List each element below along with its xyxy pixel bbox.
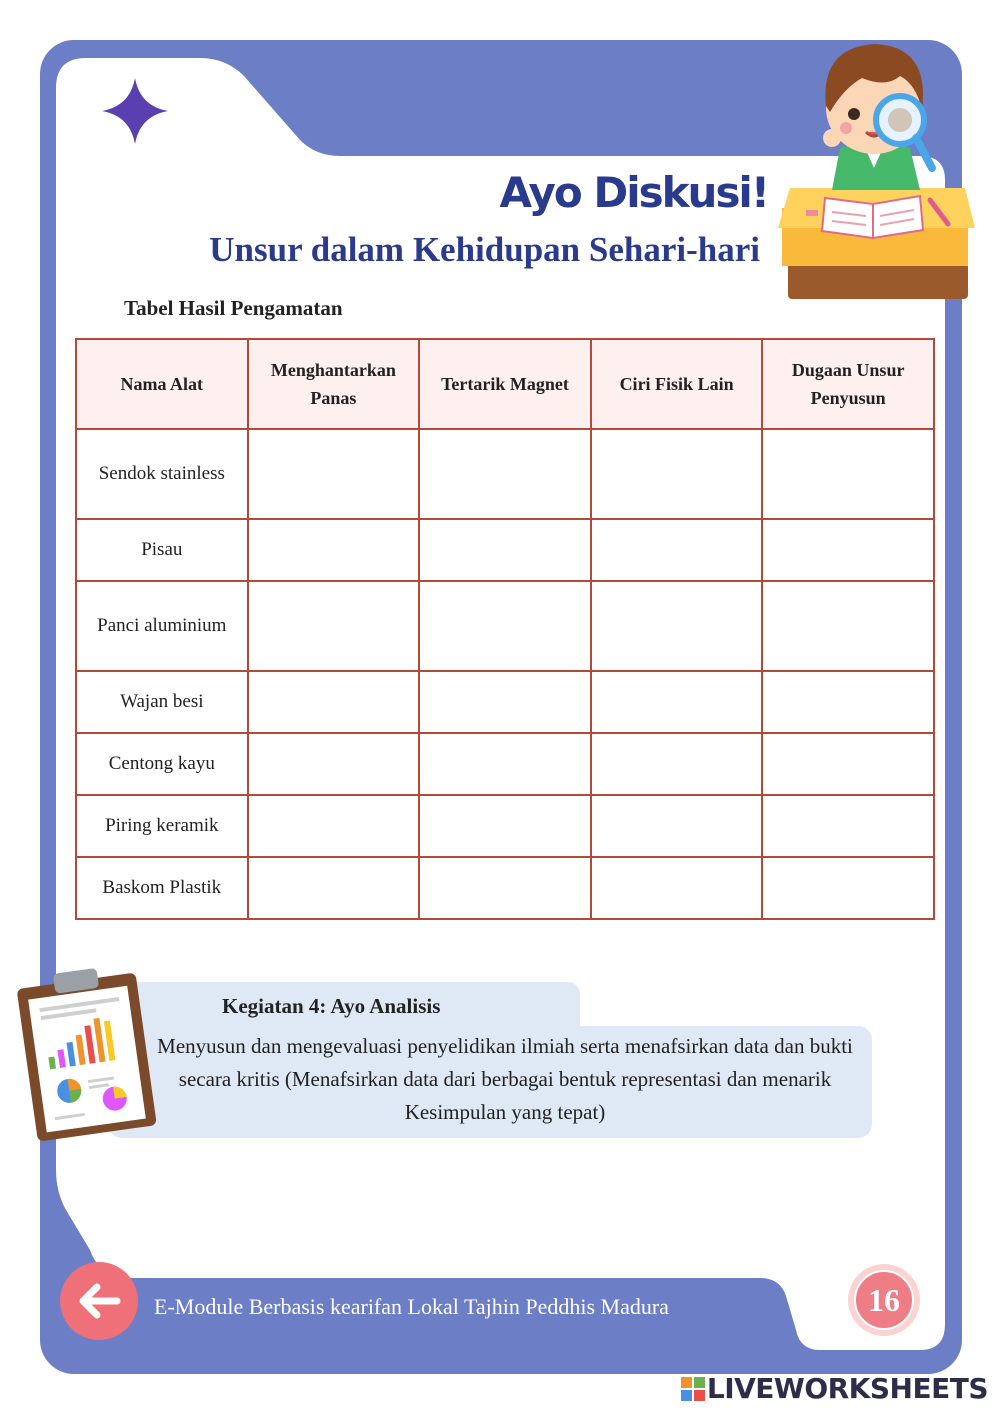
answer-cell[interactable] [762,581,934,671]
tool-name-cell: Sendok stainless [76,429,248,519]
module-title: E-Module Berbasis kearifan Lokal Tajhin Peddhis Madura [154,1294,669,1319]
answer-cell[interactable] [419,795,591,857]
liveworksheets-text: LIVEWORKSHEETS [706,1372,988,1405]
table-row [76,671,934,733]
answer-cell[interactable] [248,671,420,733]
answer-cell[interactable] [591,429,763,519]
tool-name-cell: Centong kayu [76,733,248,795]
answer-cell[interactable] [248,581,420,671]
answer-cell[interactable] [419,581,591,671]
answer-cell[interactable] [591,857,763,919]
answer-cell[interactable] [419,671,591,733]
column-header: Tertarik Magnet [419,339,591,429]
clipboard-chart-icon [12,962,162,1142]
tool-name-cell: Piring keramik [76,795,248,857]
answer-cell[interactable] [762,429,934,519]
answer-cell[interactable] [248,733,420,795]
tool-name-cell: Baskom Plastik [76,857,248,919]
answer-cell[interactable] [248,795,420,857]
arrow-left-icon [77,1283,121,1319]
answer-cell[interactable] [419,429,591,519]
page-title: Ayo Diskusi! [499,168,768,217]
table-row [76,795,934,857]
answer-cell[interactable] [591,581,763,671]
answer-cell[interactable] [248,429,420,519]
answer-cell[interactable] [591,733,763,795]
answer-cell[interactable] [762,519,934,581]
answer-cell[interactable] [591,519,763,581]
answer-cell[interactable] [248,519,420,581]
table-caption: Tabel Hasil Pengamatan [124,296,343,320]
page-number: 16 [854,1270,914,1330]
liveworksheets-logo-icon [681,1377,705,1401]
column-header: Menghantarkan Panas [248,339,420,429]
tool-name-cell: Wajan besi [76,671,248,733]
table-row [76,429,934,519]
column-header: Nama Alat [76,339,248,429]
answer-cell[interactable] [762,795,934,857]
answer-cell[interactable] [762,733,934,795]
column-header: Ciri Fisik Lain [591,339,763,429]
answer-cell[interactable] [419,519,591,581]
answer-cell[interactable] [419,733,591,795]
answer-cell[interactable] [591,671,763,733]
answer-cell[interactable] [419,857,591,919]
liveworksheets-watermark [681,1372,988,1405]
reading-kid-illustration [770,28,980,303]
page-subtitle: Unsur dalam Kehidupan Sehari-hari [209,230,760,269]
table-row [76,733,934,795]
answer-cell[interactable] [762,671,934,733]
table-row [76,857,934,919]
observation-table [75,338,935,920]
tool-name-cell: Pisau [76,519,248,581]
table-row [76,519,934,581]
page-number-badge [848,1264,920,1336]
answer-cell[interactable] [591,795,763,857]
answer-cell[interactable] [248,857,420,919]
table-row [76,581,934,671]
activity-description: Menyusun dan mengevaluasi penyelidikan ilmiah serta menafsirkan data dan bukti secara kritis (Menafsirkan data dari berbagai bentuk representasi dan menarik Kesimpulan yang tepat) [157,1034,853,1124]
table-header-row [76,339,934,429]
sparkle-icon [100,76,170,146]
answer-cell[interactable] [762,857,934,919]
back-button[interactable] [60,1262,138,1340]
activity-title: Kegiatan 4: Ayo Analisis [222,994,441,1018]
column-header: Dugaan Unsur Penyusun [762,339,934,429]
tool-name-cell: Panci aluminium [76,581,248,671]
